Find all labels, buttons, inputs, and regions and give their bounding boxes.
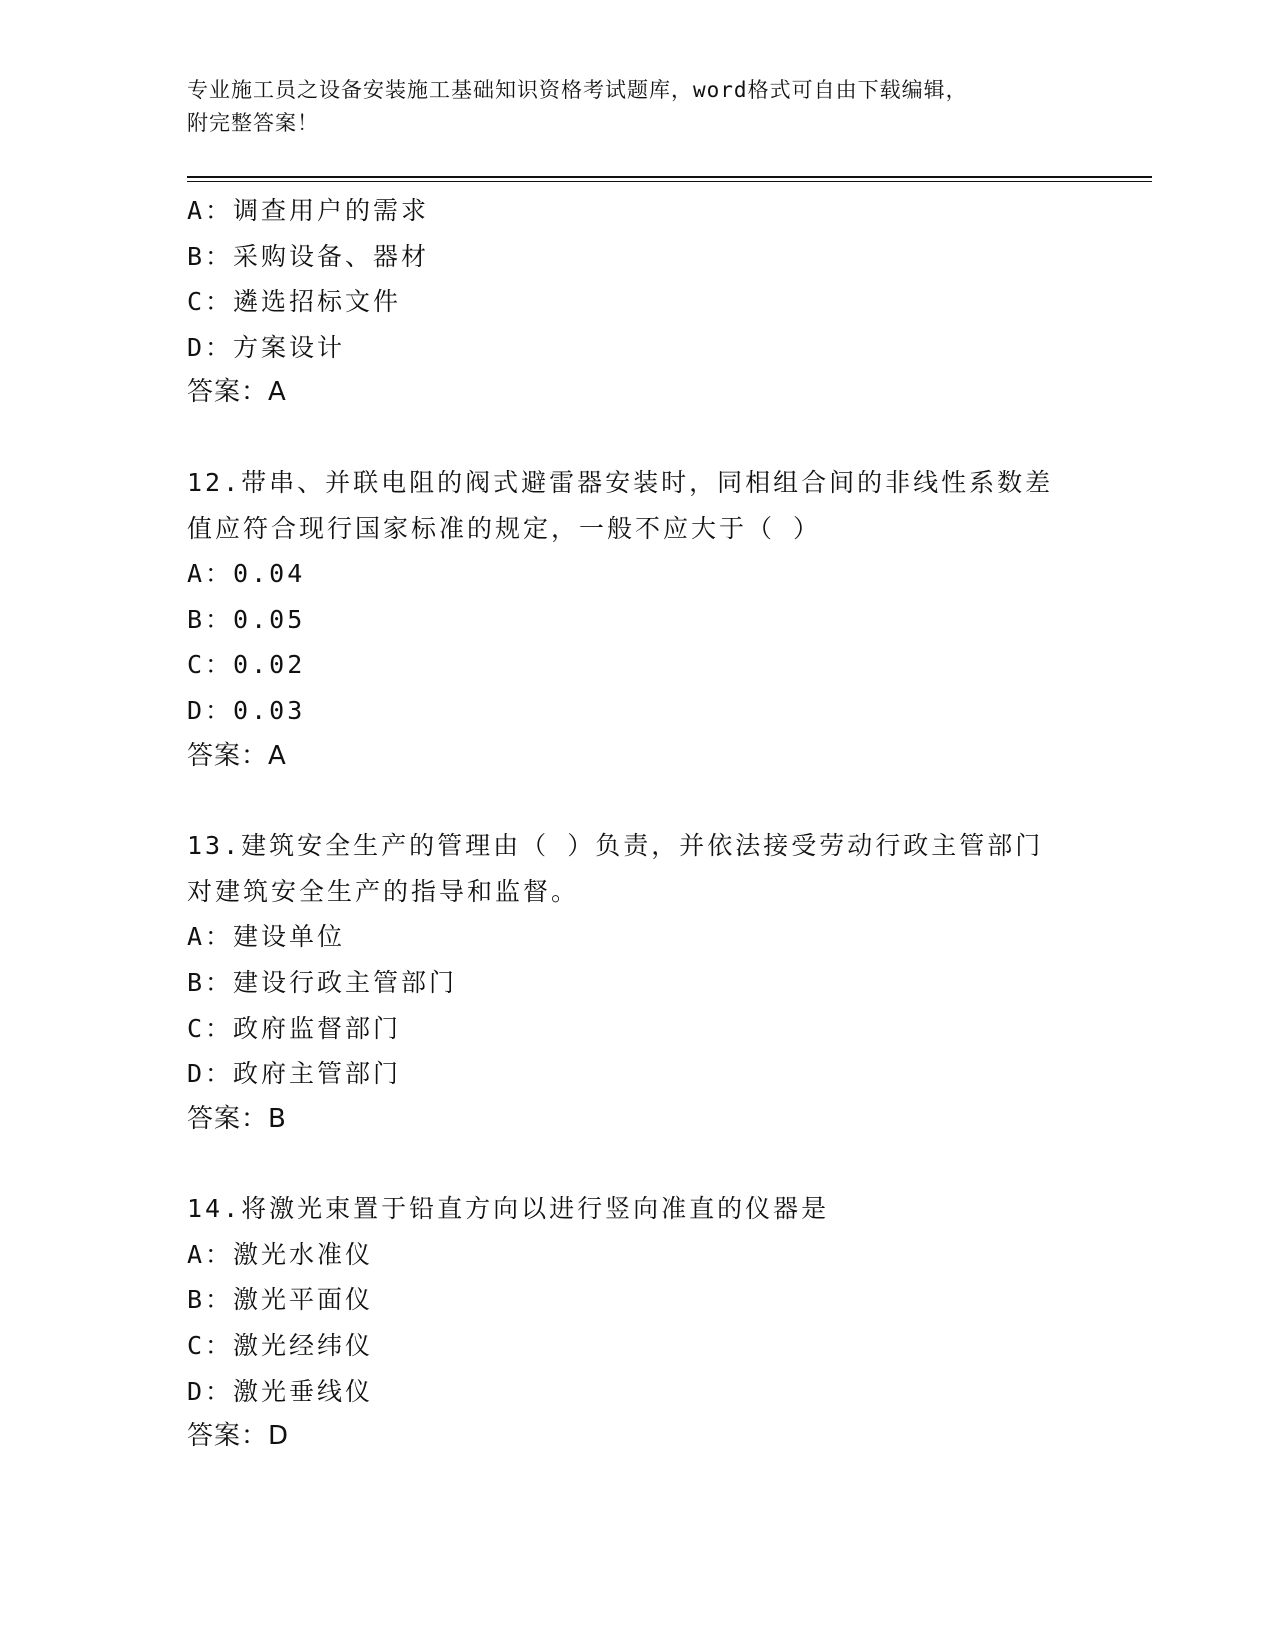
document-header [187, 74, 1067, 140]
question-stem-line-1: 13.建筑安全生产的管理由（ ）负责，并依法接受劳动行政主管部门 [187, 831, 1044, 861]
question-14 [187, 1186, 1137, 1460]
header-divider-thick [187, 176, 1152, 178]
option-c: C：政府监督部门 [187, 1013, 402, 1043]
option-a: A：调查用户的需求 [187, 196, 430, 225]
question-list [187, 188, 1137, 1460]
question-stem-line-1: 14.将激光束置于铅直方向以进行竖向准直的仪器是 [187, 1194, 830, 1224]
option-a: A：建设单位 [187, 922, 346, 952]
answer: 答案：A [187, 740, 287, 771]
option-d: D：方案设计 [187, 332, 346, 362]
option-c: C：激光经纬仪 [187, 1331, 374, 1361]
option-b: B：建设行政主管部门 [187, 967, 458, 997]
question-stem-line-1: 12.带串、并联电阻的阀式避雷器安装时，同相组合间的非线性系数差 [187, 467, 1054, 497]
option-c: C：0.02 [187, 650, 306, 680]
question-13 [187, 823, 1137, 1142]
question-11 [187, 188, 1137, 416]
option-a: A：0.04 [187, 559, 306, 589]
answer: 答案：D [187, 1421, 290, 1452]
option-b: B：采购设备、器材 [187, 241, 430, 271]
option-d: D：政府主管部门 [187, 1059, 402, 1089]
option-c: C：遴选招标文件 [187, 287, 402, 317]
header-line-2: 附完整答案！ [187, 111, 319, 135]
answer: 答案：B [187, 1103, 287, 1134]
header-divider-thin [187, 181, 1152, 182]
option-d: D：0.03 [187, 695, 306, 725]
spacer [187, 416, 1137, 460]
spacer [187, 1142, 1137, 1186]
question-stem-line-2: 值应符合现行国家标准的规定，一般不应大于（ ） [187, 513, 822, 543]
option-b: B：激光平面仪 [187, 1285, 374, 1315]
spacer [187, 779, 1137, 823]
question-stem-line-2: 对建筑安全生产的指导和监督。 [187, 876, 580, 906]
question-12 [187, 460, 1137, 779]
option-a: A：激光水准仪 [187, 1239, 374, 1269]
option-d: D：激光垂线仪 [187, 1376, 374, 1406]
header-line-1: 专业施工员之设备安装施工基础知识资格考试题库，word格式可自由下载编辑， [187, 78, 968, 102]
answer: 答案：A [187, 377, 287, 408]
option-b: B：0.05 [187, 604, 306, 634]
